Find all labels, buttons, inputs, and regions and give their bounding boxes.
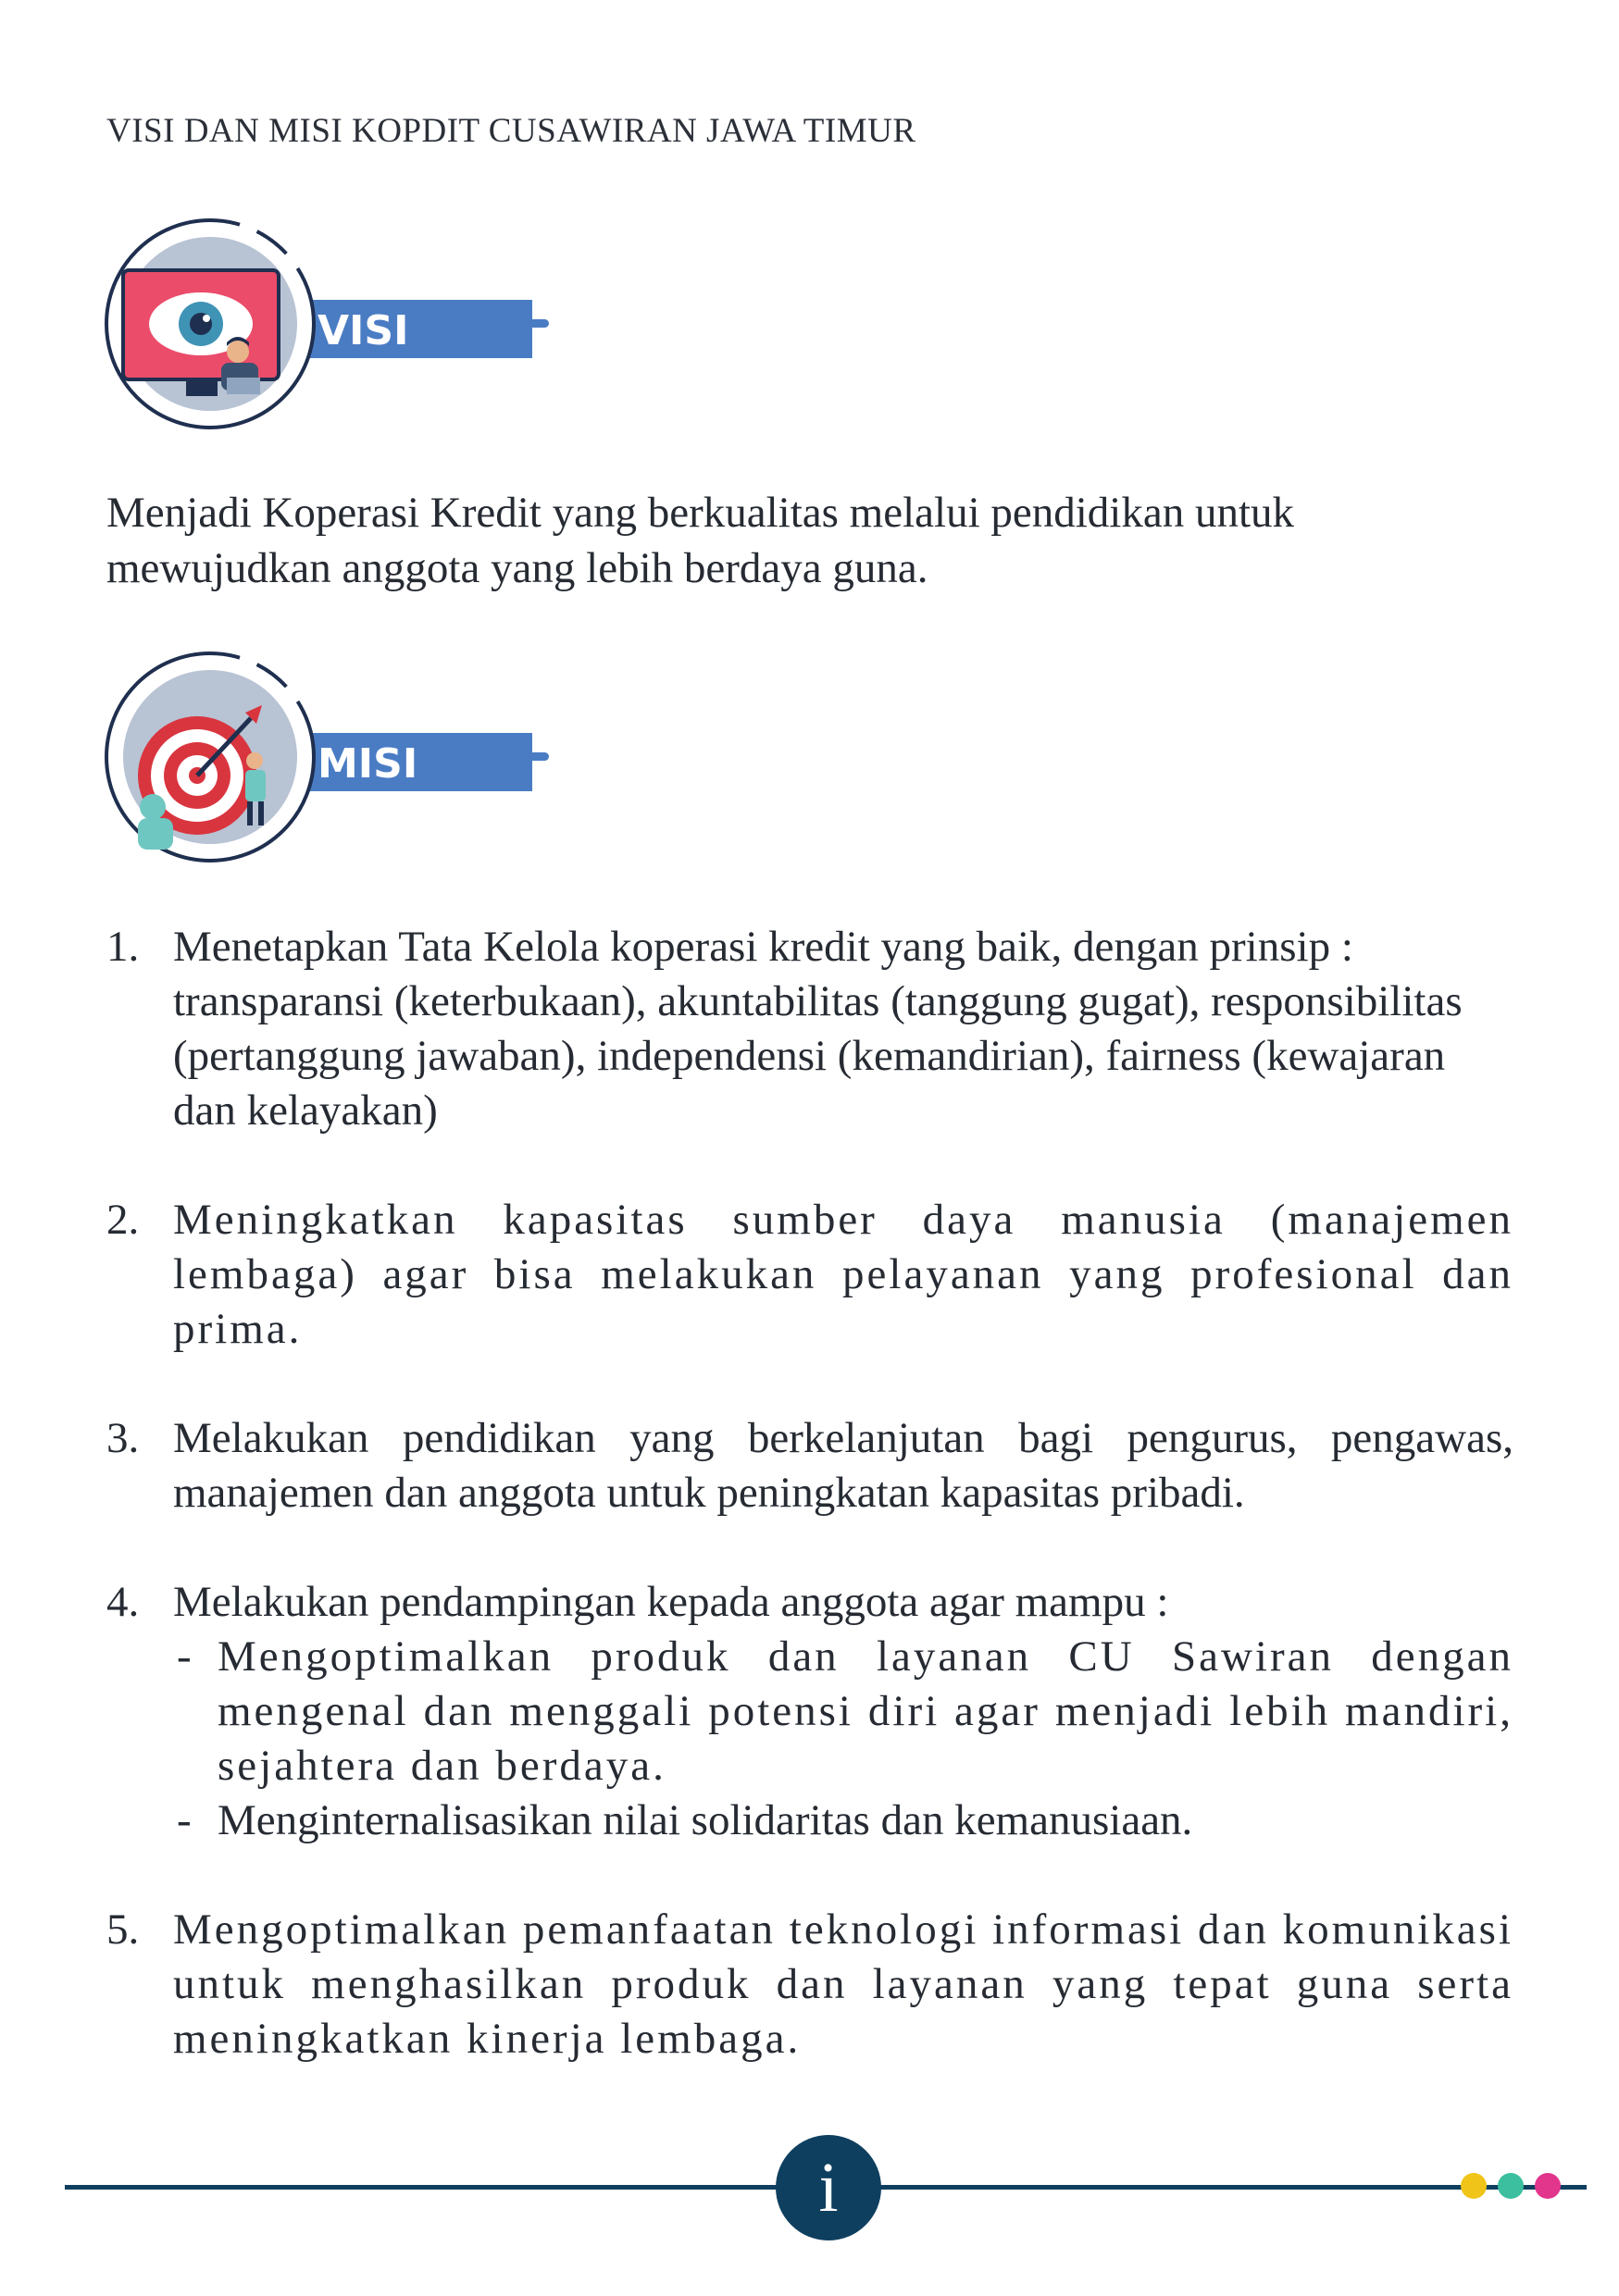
- misi-subitem-1: [173, 1630, 1513, 1793]
- misi-item-3: [106, 1411, 1513, 1520]
- misi-item-number: 2.: [106, 1196, 140, 1244]
- page-footer: [0, 2128, 1619, 2258]
- visi-statement: Menjadi Koperasi Kredit yang berkualitas melalui pendidikan untuk mewujudkan anggota yang lebih berdaya guna.: [106, 489, 1295, 592]
- subitem-text: Menginternalisasikan nilai solidaritas dan kemanusiaan.: [218, 1796, 1193, 1844]
- target-dart-icon: [97, 648, 560, 870]
- misi-item-2: [106, 1193, 1513, 1357]
- misi-item-text: Menetapkan Tata Kelola koperasi kredit yang baik, dengan prinsip : transparansi (keterbukaan), akuntabilitas (tanggung gugat), responsibilitas (pertanggung jawaban), independensi (kemandirian), fairness (kewajaran dan kelayakan): [173, 923, 1463, 1135]
- subitem-dash: -: [177, 1632, 192, 1681]
- subitem-text: Mengoptimalkan produk dan layanan CU Sawiran dengan mengenal dan menggali potensi diri agar menjadi lebih mandiri, sejahtera dan berdaya.: [218, 1632, 1513, 1790]
- info-icon: i: [776, 2135, 881, 2240]
- page-header-title: VISI DAN MISI KOPDIT CUSAWIRAN JAWA TIMUR: [106, 112, 916, 150]
- visi-badge-label: VISI: [318, 307, 409, 354]
- green-dot-icon: [1498, 2173, 1524, 2199]
- misi-item-number: 4.: [106, 1578, 140, 1626]
- misi-item-4: [106, 1575, 1513, 1848]
- misi-item-number: 5.: [106, 1905, 140, 1954]
- misi-item-5: [106, 1903, 1513, 2066]
- misi-badge-label: MISI: [318, 740, 418, 788]
- misi-item-number: 3.: [106, 1414, 140, 1462]
- misi-item-1: [106, 920, 1513, 1138]
- misi-badge: [97, 648, 560, 870]
- misi-item-text: Mengoptimalkan pemanfaatan teknologi informasi dan komunikasi untuk menghasilkan produk dan layanan yang tepat guna serta meningkatkan kinerja lembaga.: [173, 1905, 1513, 2063]
- misi-subitems: [173, 1630, 1513, 1848]
- yellow-dot-icon: [1461, 2173, 1487, 2199]
- visi-badge: [97, 215, 560, 437]
- pink-dot-icon: [1535, 2173, 1561, 2199]
- subitem-dash: -: [177, 1796, 192, 1844]
- misi-item-text: Melakukan pendidikan yang berkelanjutan bagi pengurus, pengawas, manajemen dan anggota untuk peningkatan kapasitas pribadi.: [173, 1414, 1513, 1517]
- misi-subitem-2: [173, 1793, 1513, 1848]
- misi-item-text: Meningkatkan kapasitas sumber daya manusia (manajemen lembaga) agar bisa melakukan pelayanan yang profesional dan prima.: [173, 1196, 1513, 1353]
- misi-list: [106, 920, 1513, 2121]
- misi-item-text: Melakukan pendampingan kepada anggota agar mampu :: [173, 1578, 1169, 1626]
- misi-item-number: 1.: [106, 923, 140, 971]
- eye-monitor-icon: [97, 215, 560, 437]
